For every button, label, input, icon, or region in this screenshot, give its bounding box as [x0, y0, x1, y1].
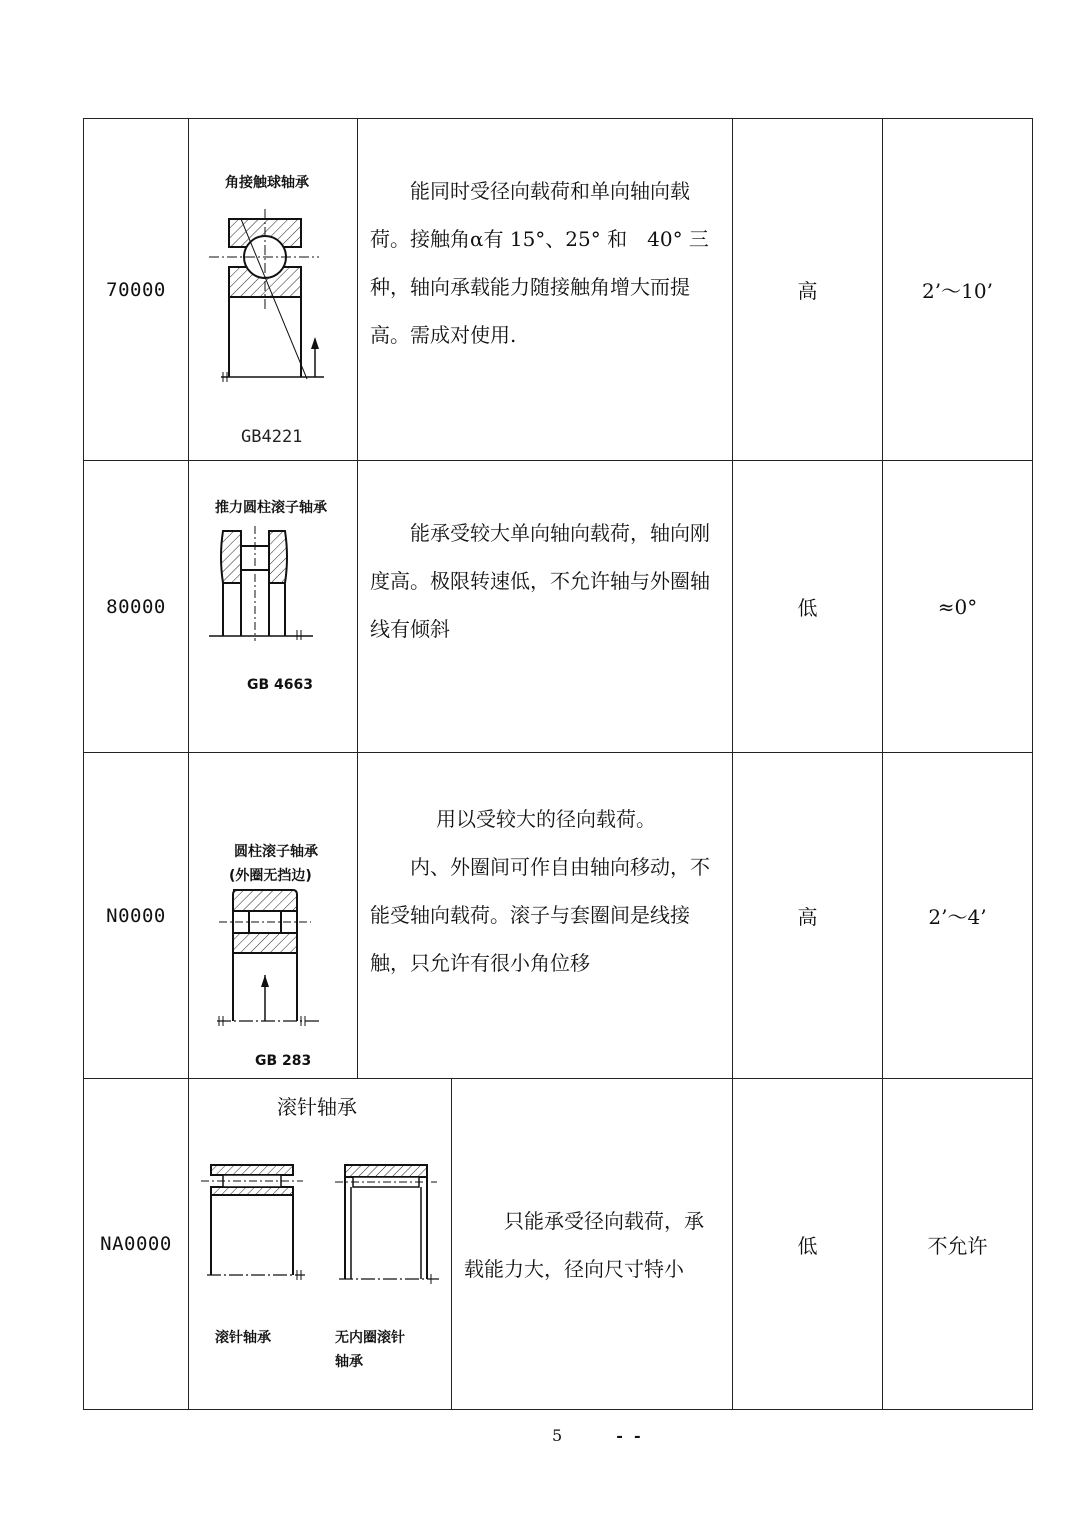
angle-cell [882, 460, 1033, 753]
angle-cell [882, 752, 1033, 1079]
description-text: 能同时受径向载荷和单向轴向载荷。接触角α有 15°、25° 和 40° 三种，轴向承载能力随接触角增大而提高。需成对使用. [370, 179, 709, 347]
angle-value: 2’～4’ [928, 905, 987, 929]
angle-cell [882, 1078, 1033, 1410]
figure-right-label: 无内圈滚针 [335, 1330, 405, 1346]
figure-right-label: 轴承 [335, 1354, 363, 1370]
bearing-figure-cell [188, 1078, 452, 1410]
angle-value: 不允许 [927, 1233, 988, 1258]
description-text: 只能承受径向载荷，承载能力大，径向尺寸特小 [464, 1209, 704, 1281]
bearing-code-cell [83, 1078, 189, 1410]
bearing-code-cell [83, 752, 189, 1079]
description-cell [357, 752, 733, 1079]
bearing-code-cell [83, 460, 189, 753]
description-text: 内、外圈间可作自由轴向移动，不能受轴向载荷。滚子与套圈间是线接触，只允许有很小角位移 [370, 855, 710, 975]
speed-value: 低 [797, 596, 818, 620]
figure-title: 滚针轴承 [277, 1095, 357, 1119]
angle-value: 2’～10’ [922, 279, 993, 303]
description-cell [357, 118, 733, 461]
figure-title: 圆柱滚子轴承 [234, 844, 318, 860]
bearing-code-cell [83, 118, 189, 461]
bearing-figure-cell [188, 118, 358, 461]
needle-roller-bearing-diagram [189, 1159, 453, 1299]
page-footer [552, 1426, 641, 1445]
figure-left-label: 滚针轴承 [215, 1330, 271, 1346]
speed-value: 低 [797, 1233, 818, 1258]
speed-cell [732, 752, 883, 1079]
bearing-code: NA0000 [100, 1233, 172, 1255]
description-cell [357, 460, 733, 753]
figure-standard: GB 4663 [247, 677, 314, 693]
speed-cell [732, 118, 883, 461]
speed-cell [732, 1078, 883, 1410]
description-text: 用以受较大的径向载荷。 [436, 807, 656, 831]
thrust-cylindrical-roller-bearing-diagram [189, 526, 359, 656]
figure-standard: GB 283 [255, 1053, 312, 1069]
description-cell [451, 1078, 733, 1410]
footer-dashes: - - [616, 1426, 641, 1445]
angle-value: ≈0° [937, 594, 978, 619]
speed-value: 高 [797, 279, 818, 303]
bearing-code: N0000 [106, 904, 166, 927]
bearing-code: 70000 [106, 278, 166, 301]
bearing-figure-cell [188, 752, 358, 1079]
angle-cell [882, 118, 1033, 461]
page-number: 5 [552, 1426, 563, 1445]
cylindrical-roller-bearing-diagram [189, 885, 359, 1035]
speed-value: 高 [797, 905, 818, 929]
figure-standard: GB4221 [241, 427, 303, 447]
figure-subtitle: (外圈无挡边) [229, 868, 312, 884]
figure-title: 推力圆柱滚子轴承 [215, 500, 327, 516]
angular-contact-ball-bearing-diagram [189, 209, 359, 449]
bearing-code: 80000 [106, 595, 166, 618]
bearing-figure-cell [188, 460, 358, 753]
speed-cell [732, 460, 883, 753]
figure-title: 角接触球轴承 [225, 175, 309, 191]
description-text: 能承受较大单向轴向载荷，轴向刚度高。极限转速低，不允许轴与外圈轴线有倾斜 [370, 521, 710, 641]
